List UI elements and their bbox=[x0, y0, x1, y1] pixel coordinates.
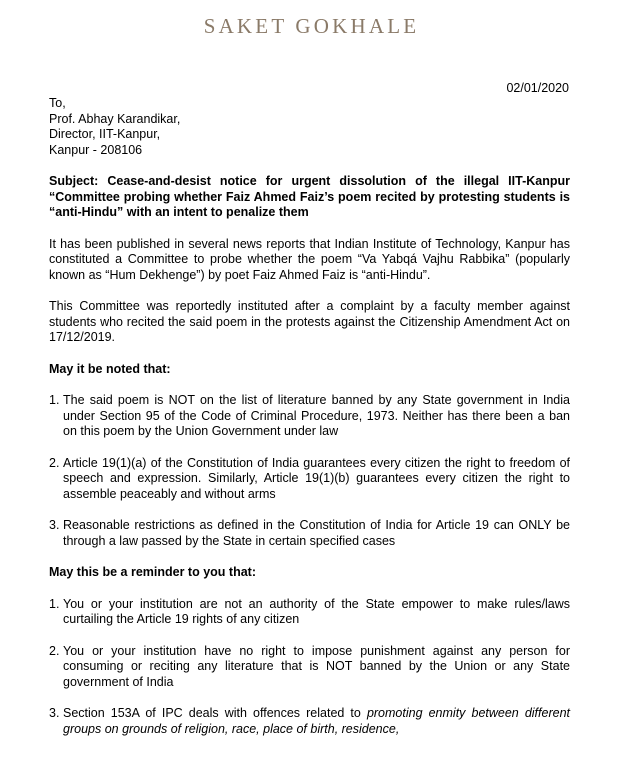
body-paragraph: This Committee was reportedly instituted after a complaint by a faculty member against students who recited the said poem in the protests against the Citizenship Amendment Act on 17/12/2019. bbox=[49, 299, 570, 344]
list-text: Section 153A of IPC deals with offences related to bbox=[63, 706, 367, 720]
subject-line: Subject: Cease-and-desist notice for urgent dissolution of the illegal IIT-Kanpur “Committee probing whether Faiz Ahmed Faiz’s poem recited by protesting students is “anti-Hindu” with an intent to penalize them bbox=[49, 174, 570, 219]
letterhead-name: SAKET GOKHALE bbox=[203, 14, 420, 38]
list-item bbox=[49, 393, 570, 440]
reminder-list bbox=[49, 597, 570, 738]
letter-body bbox=[49, 96, 570, 737]
list-item bbox=[49, 597, 570, 628]
address-line: Prof. Abhay Karandikar, bbox=[49, 111, 181, 126]
list-text-italic: promoting enmity between different groups on grounds of religion, race, place of birth, residence, bbox=[63, 706, 570, 736]
list-number: 1. bbox=[49, 393, 60, 407]
address-line: To, bbox=[49, 96, 66, 110]
body-paragraph: It has been published in several news reports that Indian Institute of Technology, Kanpur has constituted a Committee to probe whether the poem “Va Yabqá Vajhu Rabbika” (popularly known as “Hum Dekhenge”) by poet Faiz Ahmed Faiz is “anti-Hindu”. bbox=[49, 236, 570, 282]
list-text: Reasonable restrictions as defined in the Constitution of India for Article 19 can ONLY be through a law passed by the State in certain specified cases bbox=[63, 518, 570, 548]
list-text: Article 19(1)(a) of the Constitution of India guarantees every citizen the right to freedom of speech and expression. Similarly, Article 19(1)(b) guarantees every citizen the right to assemble peaceably and without arms bbox=[63, 455, 570, 501]
address-line: Kanpur - 208106 bbox=[49, 142, 143, 157]
list-number: 2. bbox=[49, 643, 60, 658]
list-item bbox=[49, 518, 570, 549]
noted-list bbox=[49, 393, 570, 549]
recipient-address bbox=[49, 96, 570, 158]
section-heading-noted: May it be noted that: bbox=[49, 361, 171, 376]
list-item bbox=[49, 706, 570, 737]
list-number: 3. bbox=[49, 518, 60, 532]
list-number: 2. bbox=[49, 455, 60, 470]
list-text: You or your institution have no right to impose punishment against any person for consuming or reciting any literature that is NOT banned by the Union or any State government of India bbox=[63, 643, 570, 689]
section-heading-reminder: May this be a reminder to you that: bbox=[49, 565, 256, 579]
list-number: 1. bbox=[49, 596, 60, 611]
list-number: 3. bbox=[49, 706, 60, 720]
letter-date: 02/01/2020 bbox=[506, 81, 569, 95]
list-text: You or your institution are not an authority of the State empower to make rules/laws curtailing the Article 19 rights of any citizen bbox=[63, 596, 570, 626]
list-item bbox=[49, 644, 570, 691]
address-line: Director, IIT-Kanpur, bbox=[49, 127, 161, 141]
list-text: The said poem is NOT on the list of literature banned by any State government in India under Section 95 of the Code of Criminal Procedure, 1973. Neither has there been a ban on this poem by the Union Government under law bbox=[63, 393, 570, 438]
list-item bbox=[49, 456, 570, 503]
